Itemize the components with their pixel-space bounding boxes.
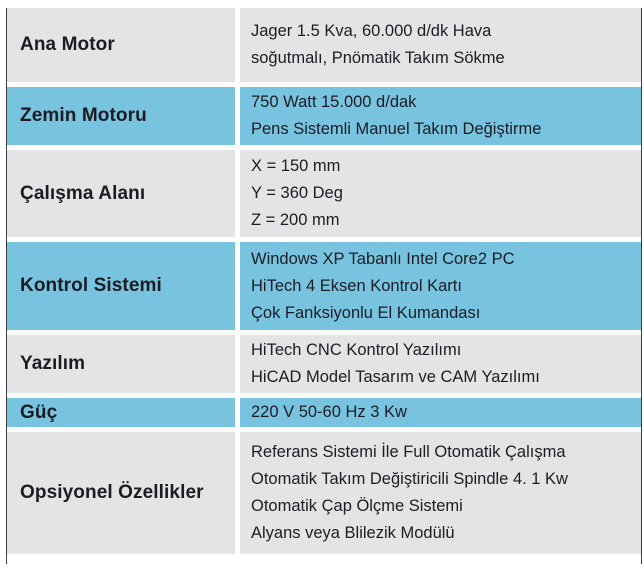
value-line: Çok Fanksiyonlu El Kumandası [251, 303, 481, 322]
value-line: Jager 1.5 Kva, 60.000 d/dk Hava [251, 22, 492, 40]
row-ana-motor [7, 8, 641, 82]
value-ana-motor [240, 8, 641, 82]
row-label: Zemin Motoru [20, 105, 147, 126]
value-line: Otomatik Takım Değiştiricili Spindle 4. 1 Kw [251, 470, 568, 488]
row-yazilim [7, 335, 641, 393]
value-line: X = 150 mm [251, 157, 341, 175]
label-calisma-alani [7, 150, 235, 237]
row-label: Yazılım [20, 353, 86, 374]
label-opsiyonel-ozellikler [7, 432, 235, 554]
value-line: HiTech CNC Kontrol Yazılımı [251, 341, 462, 359]
label-zemin-motoru [7, 87, 235, 145]
value-guc [240, 398, 641, 427]
label-guc [7, 398, 235, 427]
row-opsiyonel-ozellikler [7, 432, 641, 554]
value-line: Z = 200 mm [251, 211, 340, 229]
row-label: Ana Motor [20, 34, 115, 55]
value-zemin-motoru [240, 87, 641, 145]
value-yazilim [240, 335, 641, 393]
value-line: 220 V 50-60 Hz 3 Kw [251, 403, 407, 421]
value-line: Windows XP Tabanlı Intel Core2 PC [251, 249, 515, 268]
row-zemin-motoru [7, 87, 641, 145]
value-line: Y = 360 Deg [251, 184, 343, 202]
row-label: Opsiyonel Özellikler [20, 482, 204, 503]
value-line: soğutmalı, Pnömatik Takım Sökme [251, 49, 505, 67]
value-opsiyonel-ozellikler [240, 432, 641, 554]
row-kontrol-sistemi [7, 242, 641, 330]
row-label: Çalışma Alanı [20, 182, 146, 204]
row-guc [7, 398, 641, 427]
label-ana-motor [7, 8, 235, 82]
value-line: Referans Sistemi İle Full Otomatik Çalışma [251, 443, 566, 461]
row-label: Kontrol Sistemi [20, 275, 162, 296]
value-kontrol-sistemi [240, 242, 641, 330]
row-calisma-alani [7, 150, 641, 237]
value-line: Alyans veya Blilezik Modülü [251, 524, 455, 542]
value-calisma-alani [240, 150, 641, 237]
value-line: 750 Watt 15.000 d/dak [251, 93, 417, 111]
value-line: Pens Sistemli Manuel Takım Değiştirme [251, 120, 542, 138]
value-line: Otomatik Çap Ölçme Sistemi [251, 497, 463, 515]
spec-table [6, 8, 642, 564]
label-kontrol-sistemi [7, 242, 235, 330]
value-line: HiTech 4 Eksen Kontrol Kartı [251, 276, 462, 295]
value-line: HiCAD Model Tasarım ve CAM Yazılımı [251, 368, 540, 386]
row-label: Güç [20, 401, 58, 423]
label-yazilim [7, 335, 235, 393]
